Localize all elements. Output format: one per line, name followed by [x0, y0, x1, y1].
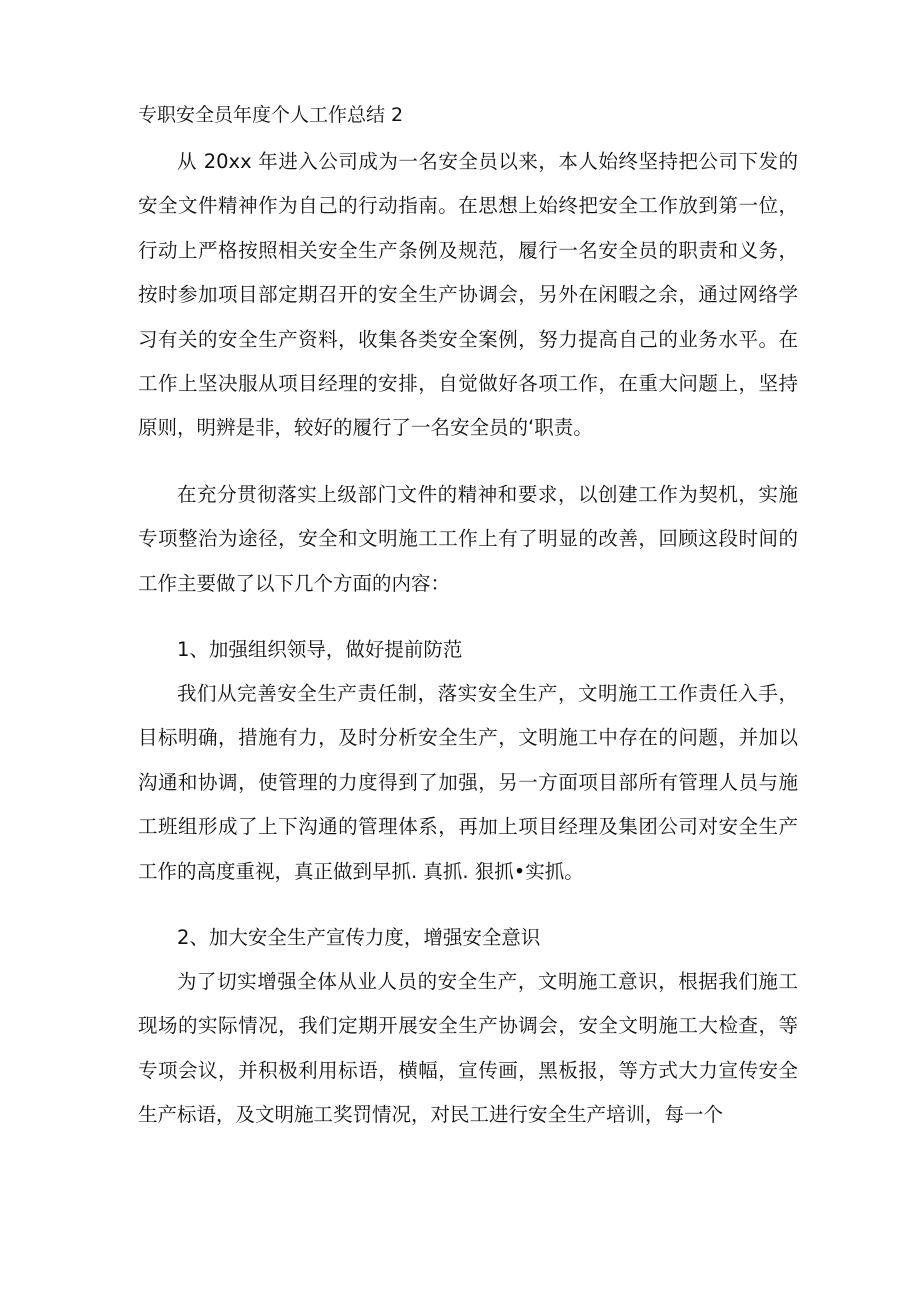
section-heading-2: 2、加大安全生产宣传力度，增强安全意识: [177, 926, 541, 949]
paragraph-intro: 从 20xx 年进入公司成为一名安全员以来，本人始终坚持把公司下发的安全文件精神作为自己的行动指南。在思想上始终把安全工作放到第一位，行动上严格按照相关安全生产条例及规范，履行一名安全员的职责和义务，按时参加项目部定期召开的安全生产协调会，另外在闲暇之余，通过网络学习有关的安全生产资料，收集各类安全案例，努力提高自己的业务水平。在工作上坚决服从项目经理的安排，自觉做好各项工作，在重大问题上，坚持原则，明辨是非，较好的履行了一名安全员的‘职责。: [138, 150, 798, 440]
paragraph-overview: 在充分贯彻落实上级部门文件的精神和要求，以创建工作为契机，实施专项整治为途径，安全和文明施工工作上有了明显的改善，回顾这段时间的工作主要做了以下几个方面的内容：: [138, 483, 798, 595]
document-title: 专职安全员年度个人工作总结 2: [138, 104, 404, 126]
section-heading-1: 1、加强组织领导，做好提前防范: [177, 638, 463, 661]
paragraph-section-2: 为了切实增强全体从业人员的安全生产，文明施工意识，根据我们施工现场的实际情况，我们定期开展安全生产协调会，安全文明施工大检查，等专项会议，并积极利用标语，横幅，宣传画，黑板报，等方式大力宣传安全生产标语，及文明施工奖罚情况，对民工进行安全生产培训，每一个: [138, 970, 798, 1127]
paragraph-section-1: 我们从完善安全生产责任制，落实安全生产，文明施工工作责任入手，目标明确，措施有力，及时分析安全生产，文明施工中存在的问题，并加以沟通和协调，使管理的力度得到了加强，另一方面项目部所有管理人员与施工班组形成了上下沟通的管理体系，再加上项目经理及集团公司对安全生产工作的高度重视，真正做到早抓. 真抓. 狠抓•实抓。: [138, 682, 798, 883]
